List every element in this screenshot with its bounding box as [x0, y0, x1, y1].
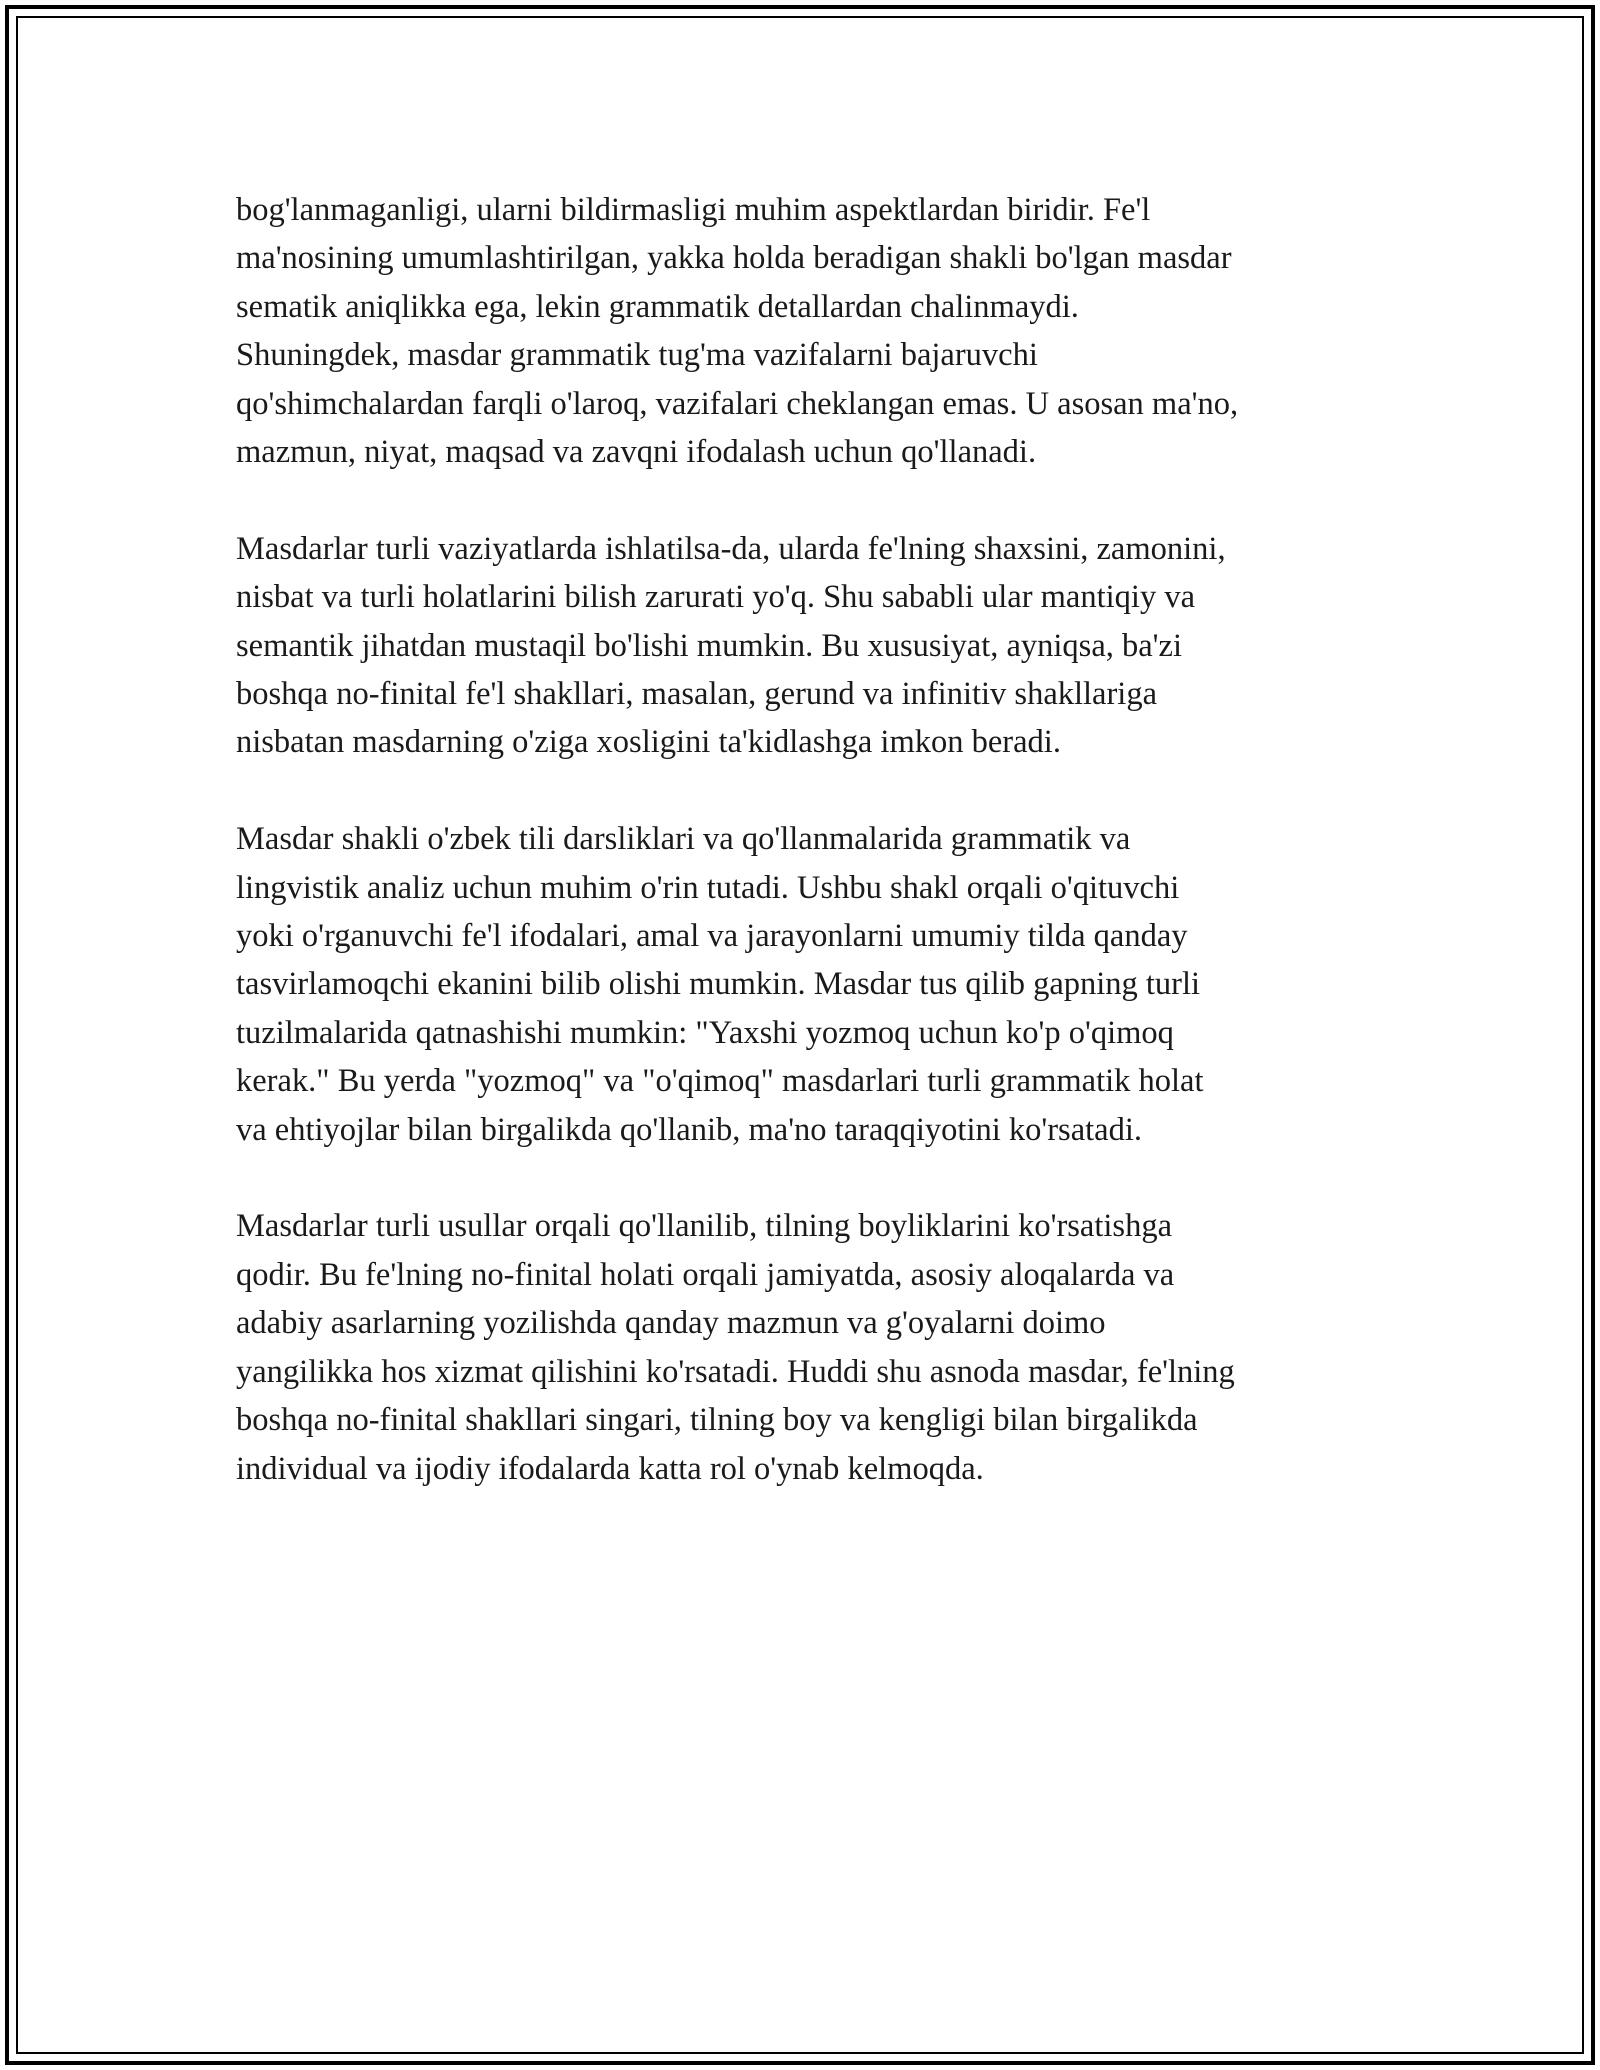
paragraph-1: bog'lanmaganligi, ularni bildirmasligi muhim aspektlardan biridir. Fe'l ma'nosining umumlashtirilgan, yakka holda beradigan shakli bo'lgan masdar sematik aniqlikka ega, lekin grammatik detallardan chalinmaydi. Shuningdek, masdar grammatik tug'ma vazifalarni bajaruvchi qo'shimchalardan farqli o'laroq, vazifalari cheklangan emas. U asosan ma'no, mazmun, niyat, maqsad va zavqni ifodalash uchun qo'llanadi.: [236, 192, 1239, 471]
paragraph-2: Masdarlar turli vaziyatlarda ishlatilsa-da, ularda fe'lning shaxsini, zamonini, nisbat va turli holatlarini bilish zarurati yo'q. Shu sababli ular mantiqiy va semantik jihatdan mustaqil bo'lishi mumkin. Bu xususiyat, ayniqsa, ba'zi boshqa no-finital fe'l shakllari, masalan, gerund va infinitiv shakllariga nisbatan masdarning o'ziga xosligini ta'kidlashga imkon beradi.: [236, 530, 1226, 761]
paragraph-3: Masdar shakli o'zbek tili darsliklari va qo'llanmalarida grammatik va lingvistik analiz uchun muhim o'rin tutadi. Ushbu shakl orqali o'qituvchi yoki o'rganuvchi fe'l ifodalari, amal va jarayonlarni umumiy tilda qanday tasvirlamoqchi ekanini bilib olishi mumkin. Masdar tus qilib gapning turli tuzilmalarida qatnashishi mumkin: "Yaxshi yozmoq uchun ko'p o'qimoq kerak." Bu yerda "yozmoq" va "o'qimoq" masdarlari turli grammatik holat va ehtiyojlar bilan birgalikda qo'llanib, ma'no taraqqiyotini ko'rsatadi.: [236, 821, 1204, 1148]
paragraph-4: Masdarlar turli usullar orqali qo'llanilib, tilning boyliklarini ko'rsatishga qodir. Bu fe'lning no-finital holati orqali jamiyatda, asosiy aloqalarda va adabiy asarlarning yozilishda qanday mazmun va g'oyalarni doimo yangilikka hos xizmat qilishini ko'rsatadi. Huddi shu asnoda masdar, fe'lning boshqa no-finital shakllari singari, tilning boy va kengligi bilan birgalikda individual va ijodiy ifodalarda katta rol o'ynab kelmoqda.: [236, 1208, 1235, 1487]
document-body: [236, 186, 1396, 1541]
